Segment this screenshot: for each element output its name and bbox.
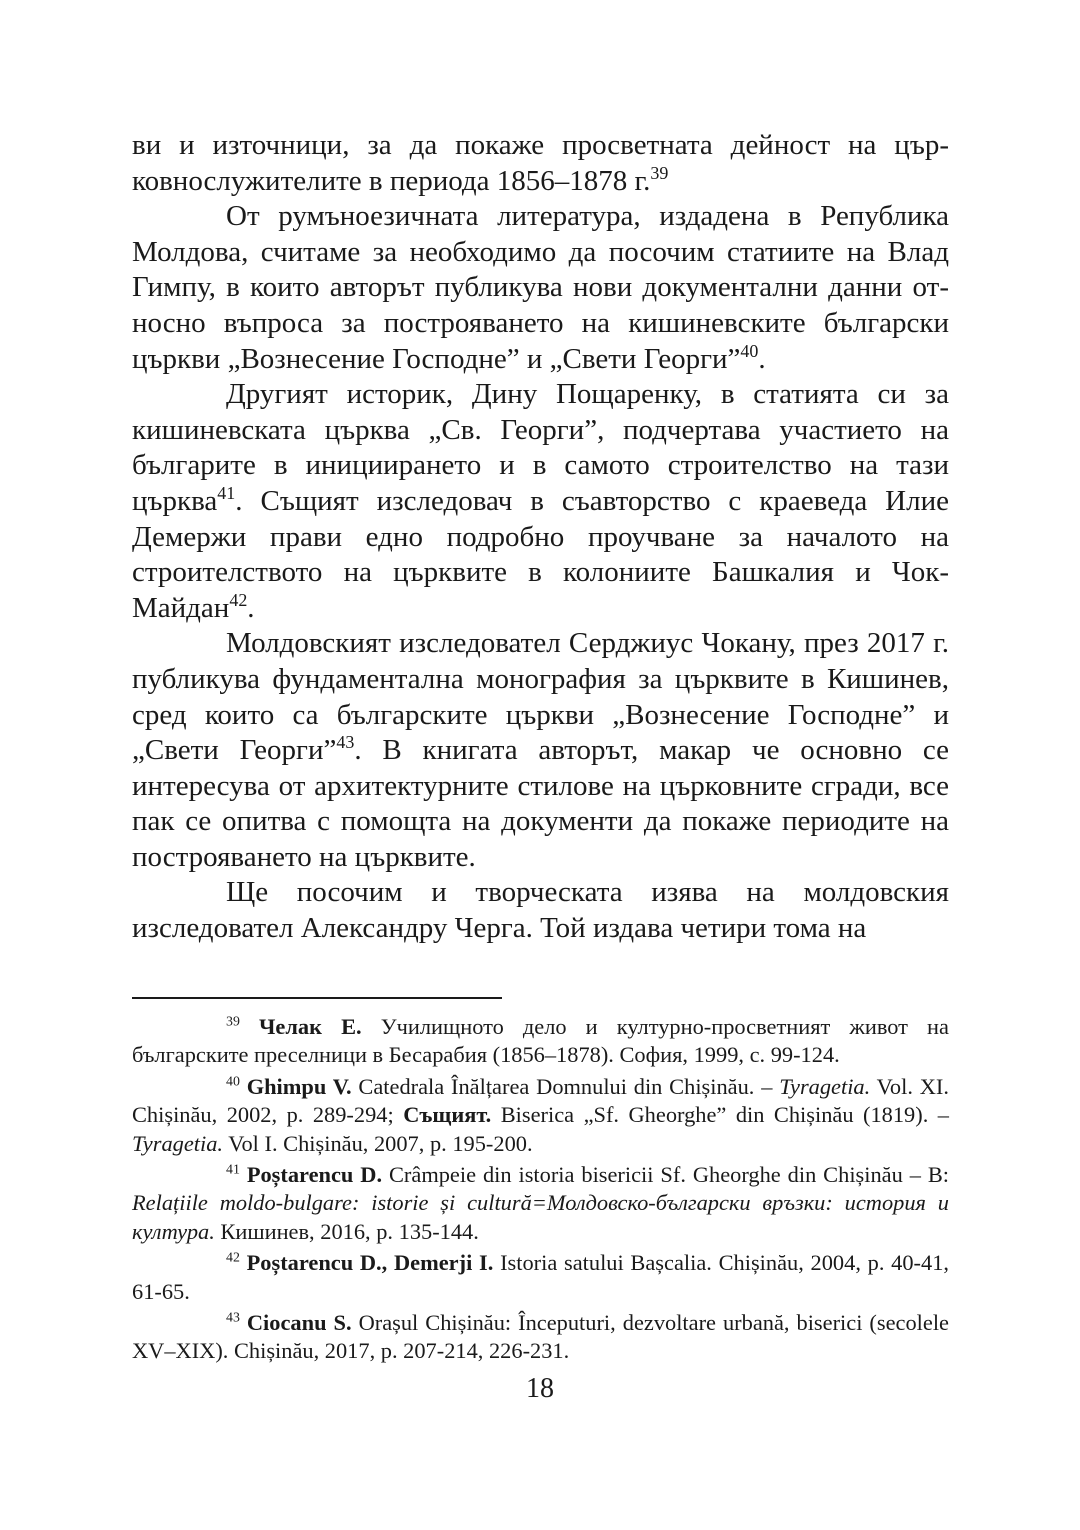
footnote-ref-40[interactable]: 40 [740, 340, 759, 361]
paragraph-4: Молдовският изследовател Серджиус Чокану, през 2017 г. публикува фундаментална монография за църквите в Кишинев, сред които са българските църкви „Вознесение Господне” и „Свети Георги”$^{43}$. В книгата авторът, макар че основно се интересува от архитектурните стилове на църковните сгради, все пак се опитва с помощта на документи да покаже периодите на построяването на църквите. [132, 627, 950, 873]
footnote-ref-42[interactable]: 42 [229, 589, 248, 610]
footnotes [132, 1013, 949, 1369]
footnote-ref-43[interactable]: 43 [336, 731, 355, 752]
page-number: 18 [526, 1373, 554, 1404]
footnote-ref-39[interactable]: 39 [650, 162, 669, 183]
paragraph-1: ви и източници, за да покаже просветната дейност на църковнослужителите в периода 1856–1878 г.$^{39}$ [132, 129, 949, 197]
footnote-41: $^{41}$ Poștarencu D. Crâmpeie din istoria bisericii Sf. Gheorghe din Chișinău – В: Relațiile moldo-bulgare: istorie și cultură=Молдовско-български връзки: история и култура. Кишинев, 2016, p. 135-144. [132, 1162, 949, 1244]
main-text [132, 128, 949, 947]
paragraph-5: Ще посочим и творческата изява на молдовския изследовател Александру Черга. Той издава четири тома на [132, 876, 949, 945]
footnote-42: $^{42}$ Poștarencu D., Demerji I. Istoria satului Bașcalia. Chișinău, 2004, p. 40-41, 61-65. [132, 1250, 949, 1304]
paragraph-3: Другият историк, Дину Пощаренку, в статията си за кишиневската църква „Св. Георги”, подчертава участието на българите в инициирането и в самото строителство на тази църква$^{41}$. Същият изследовач в съавторство с краеведа Илие Демержи прави едно подробно проучване за началото на строителството на църквите в колониите Башкалия и Чок-Майдан$^{42}$. [132, 378, 949, 624]
paragraph-2: От румъноезичната литература, издадена в Република Молдова, считаме за необходимо да посочим статиите на Влад Гимпу, в които авторът публикува нови документални данни относно въпроса за построяването на кишиневските български църкви „Вознесение Господне” и „Свети Георги”$^{40}$. [132, 200, 949, 375]
footnote-separator [132, 997, 502, 999]
footnote-39: $^{39}$ Челак Е. Училищното дело и културно-просветният живот на българските преселници в Бесарабия (1856–1878). София, 1999, с. 99-124. [132, 1014, 949, 1068]
footnote-ref-41[interactable]: 41 [217, 482, 236, 503]
footnote-40: $^{40}$ Ghimpu V. Catedrala Înălțarea Domnului din Chișinău. – Tyragetia. Vol. XI. Chișinău, 2002, p. 289-294; Същият. Biserica „Sf. Gheorghe” din Chișinău (1819). – Tyragetia. Vol I. Chișinău, 2007, p. 195-200. [132, 1073, 949, 1156]
footnote-43: $^{43}$ Ciocanu S. Orașul Chișinău: Începuturi, dezvoltare urbană, biserici (secolele XV–XIX). Chișinău, 2017, p. 207-214, 226-231. [132, 1310, 949, 1364]
